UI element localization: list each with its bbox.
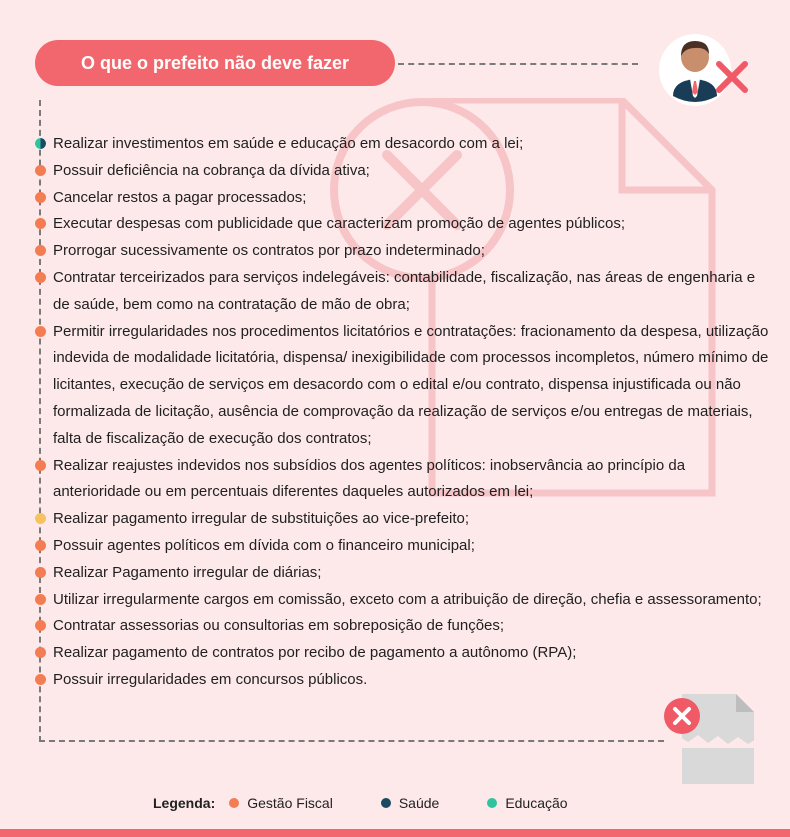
dashed-connector-bottom: [39, 740, 664, 742]
list-item: Realizar pagamento irregular de substituições ao vice-prefeito;: [53, 506, 773, 533]
legend-dot-icon: [381, 798, 391, 808]
list-item: Prorrogar sucessivamente os contratos por prazo indeterminado;: [53, 238, 773, 265]
bullet-icon: [35, 326, 46, 337]
bullet-icon: [35, 460, 46, 471]
prohibited-actions-list: [53, 131, 773, 694]
list-item: Realizar reajustes indevidos nos subsídios dos agentes políticos: inobservância ao princípio da anterioridade ou em percentuais diferentes daqueles autorizados em lei;: [53, 453, 773, 507]
list-item: Possuir deficiência na cobrança da dívida ativa;: [53, 158, 773, 185]
bullet-icon: [35, 272, 46, 283]
legend: [153, 794, 568, 812]
list-item: Realizar pagamento de contratos por recibo de pagamento a autônomo (RPA);: [53, 640, 773, 667]
footer-bar: [0, 829, 790, 837]
legend-item-educacao: Educação: [487, 795, 567, 811]
bullet-icon: [35, 674, 46, 685]
legend-label: Legenda:: [153, 795, 216, 811]
bullet-icon: [35, 165, 46, 176]
legend-dot-icon: [229, 798, 239, 808]
list-item: Cancelar restos a pagar processados;: [53, 185, 773, 212]
bullet-icon: [35, 540, 46, 551]
torn-document-x-icon: [660, 692, 760, 787]
bullet-icon: [35, 218, 46, 229]
bullet-icon: [35, 594, 46, 605]
bullet-icon: [35, 245, 46, 256]
bullet-icon: [35, 513, 46, 524]
dashed-connector-top: [398, 63, 638, 65]
prefeito-not-allowed-icon: [659, 34, 759, 114]
list-item: Possuir agentes políticos em dívida com o financeiro municipal;: [53, 533, 773, 560]
list-item: Realizar Pagamento irregular de diárias;: [53, 560, 773, 587]
page-title: O que o prefeito não deve fazer: [35, 40, 395, 86]
list-item: Utilizar irregularmente cargos em comissão, exceto com a atribuição de direção, chefia e assessoramento;: [53, 587, 773, 614]
list-item: Possuir irregularidades em concursos públicos.: [53, 667, 773, 694]
bullet-icon: [35, 192, 46, 203]
list-item: Permitir irregularidades nos procedimentos licitatórios e contratações: fracionamento da despesa, utilização indevida de modalidade licitatória, dispensa/ inexigibilidade com processos incompletos, número mínimo de licitantes, execução de serviços em desacordo com o edital e/ou contrato, dispensa injustificada ou não formalizada de licitação, ausência de comprovação da realização de serviços e/ou entregas de materiais, falta de fiscalização de execução dos contratos;: [53, 319, 773, 453]
bullet-icon: [35, 647, 46, 658]
bullet-icon: [35, 567, 46, 578]
list-item: Contratar assessorias ou consultorias em sobreposição de funções;: [53, 613, 773, 640]
list-item: Executar despesas com publicidade que caracterizam promoção de agentes públicos;: [53, 211, 773, 238]
list-item: Contratar terceirizados para serviços indelegáveis: contabilidade, fiscalização, nas áreas de engenharia e de saúde, bem como na contratação de mão de obra;: [53, 265, 773, 319]
legend-dot-icon: [487, 798, 497, 808]
bullet-icon: [35, 620, 46, 631]
list-item: Realizar investimentos em saúde e educação em desacordo com a lei;: [53, 131, 773, 158]
legend-item-saude: Saúde: [381, 795, 439, 811]
legend-item-gestao-fiscal: Gestão Fiscal: [229, 795, 333, 811]
mixed-category-bullet-icon: [35, 138, 46, 149]
